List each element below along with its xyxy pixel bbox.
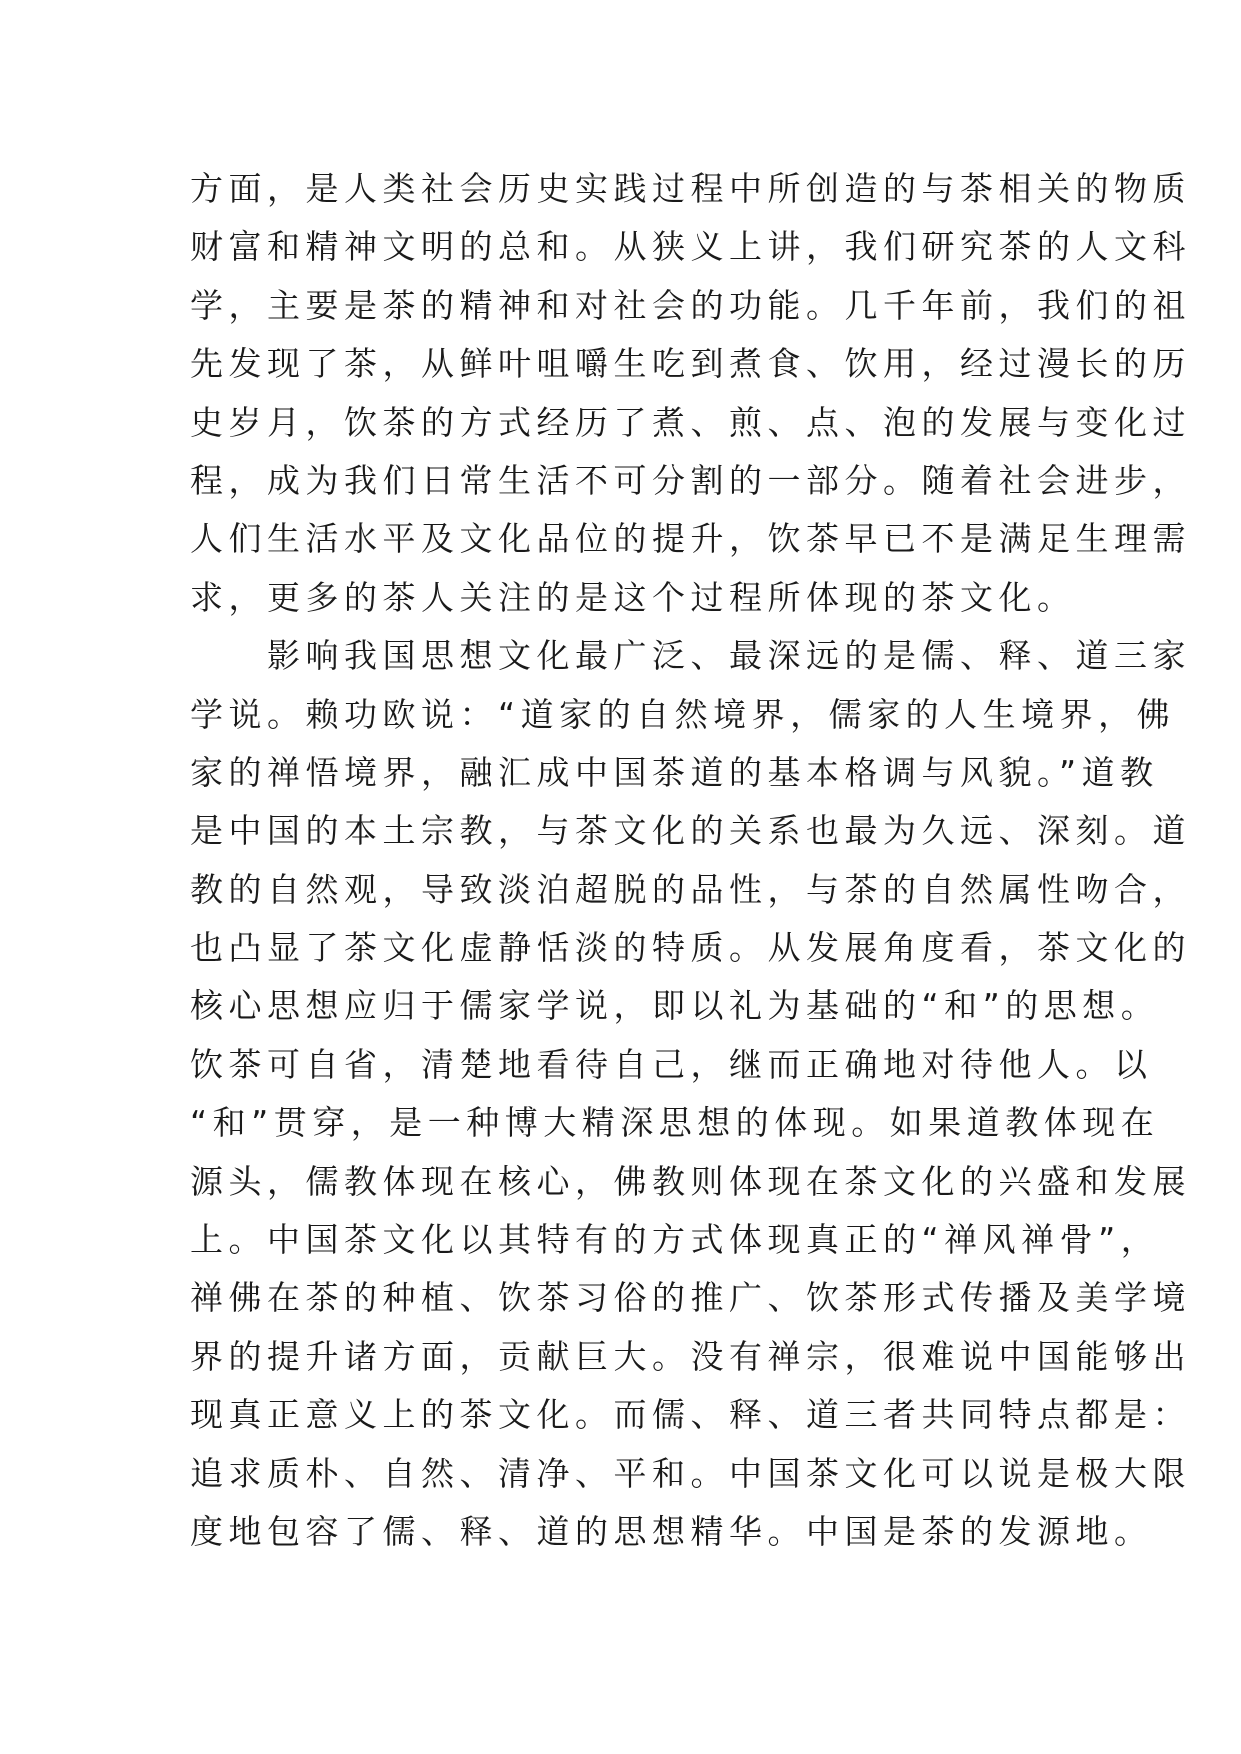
text-line: 禅佛在茶的种植、饮茶习俗的推广、饮茶形式传播及美学境 xyxy=(190,1278,1191,1318)
text-line: 度地包容了儒、释、道的思想精华。中国是茶的发源地。 xyxy=(190,1511,1153,1551)
text-line: 程，成为我们日常生活不可分割的一部分。随着社会进步， xyxy=(190,460,1191,500)
text-line: 核心思想应归于儒家学说，即以礼为基础的“和”的思想。 xyxy=(190,986,1160,1026)
text-line: 教的自然观，导致淡泊超脱的品性，与茶的自然属性吻合， xyxy=(190,869,1191,909)
text-line: 学说。赖功欧说：“道家的自然境界，儒家的人生境界，佛 xyxy=(190,694,1176,734)
text-line: 界的提升诸方面，贡献巨大。没有禅宗，很难说中国能够出 xyxy=(190,1336,1191,1376)
text-line: 求，更多的茶人关注的是这个过程所体现的茶文化。 xyxy=(190,577,1076,617)
text-line: 追求质朴、自然、清净、平和。中国茶文化可以说是极大限 xyxy=(190,1453,1191,1493)
text-line: 现真正意义上的茶文化。而儒、释、道三者共同特点都是： xyxy=(190,1395,1191,1435)
text-line: 源头，儒教体现在核心，佛教则体现在茶文化的兴盛和发展 xyxy=(190,1161,1191,1201)
text-line: 方面，是人类社会历史实践过程中所创造的与茶相关的物质 xyxy=(190,169,1191,208)
text-line: 家的禅悟境界，融汇成中国茶道的基本格调与风貌。”道教 xyxy=(190,752,1159,792)
text-line: “和”贯穿，是一种博大精深思想的体现。如果道教体现在 xyxy=(190,1103,1160,1143)
text-line: 史岁月，饮茶的方式经历了煮、煎、点、泡的发展与变化过 xyxy=(190,402,1191,442)
text-line: 先发现了茶，从鲜叶咀嚼生吃到煮食、饮用，经过漫长的历 xyxy=(190,344,1191,384)
body-text xyxy=(190,160,1191,1561)
text-line: 也凸显了茶文化虚静恬淡的特质。从发展角度看，茶文化的 xyxy=(190,928,1191,968)
text-line: 人们生活水平及文化品位的提升，饮茶早已不是满足生理需 xyxy=(190,519,1191,559)
paragraph-start-line: 影响我国思想文化最广泛、最深远的是儒、释、道三家 xyxy=(190,636,1191,676)
text-line: 上。中国茶文化以其特有的方式体现真正的“禅风禅骨”， xyxy=(190,1220,1160,1260)
text-line: 是中国的本土宗教，与茶文化的关系也最为久远、深刻。道 xyxy=(190,811,1191,851)
text-line: 学，主要是茶的精神和对社会的功能。几千年前，我们的祖 xyxy=(190,285,1191,325)
text-line: 财富和精神文明的总和。从狭义上讲，我们研究茶的人文科 xyxy=(190,227,1191,267)
text-line: 饮茶可自省，清楚地看待自己，继而正确地对待他人。以 xyxy=(190,1044,1153,1084)
